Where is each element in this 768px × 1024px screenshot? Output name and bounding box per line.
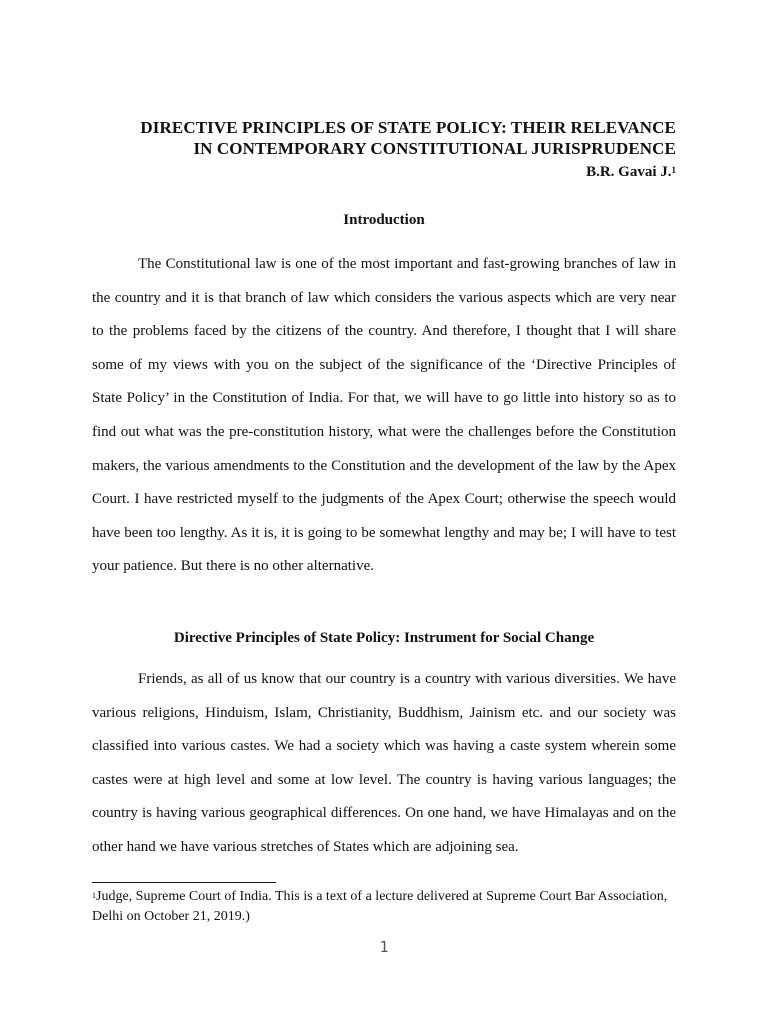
author-name: B.R. Gavai J. bbox=[586, 164, 672, 180]
footnote-divider bbox=[92, 882, 276, 883]
dpsp-paragraph: Friends, as all of us know that our country is a country with various diversities. We have various religions, Hinduism, Islam, Christianity, Buddhism, Jainism etc. and our society was classified into various castes. We had a society which was having a caste system wherein some castes were at high level and some at low level. The country is having various languages; the country is having various geographical differences. On one hand, we have Himalayas and on the other hand we have various stretches of States which are adjoining sea. bbox=[92, 671, 676, 855]
section-heading-dpsp: Directive Principles of State Policy: Instrument for Social Change bbox=[173, 630, 595, 646]
footnote bbox=[92, 887, 676, 927]
title-line-1: DIRECTIVE PRINCIPLES OF STATE POLICY: THEIR RELEVANCE bbox=[140, 118, 676, 137]
introduction-paragraph: The Constitutional law is one of the most important and fast-growing branches of law in the country and it is that branch of law which considers the various aspects which are very near to the problems faced by the citizens of the country. And therefore, I thought that I will share some of my views with you on the subject of the significance of the ‘Directive Principles of State Policy’ in the Constitution of India. For that, we will have to go little into history so as to find out what was the pre-constitution history, what were the challenges before the Constitution makers, the various amendments to the Constitution and the development of the law by the Apex Court. I have restricted myself to the judgments of the Apex Court; otherwise the speech would have been too lengthy. As it is, it is going to be somewhat lengthy and may be; I will have to test your patience. But there is no other alternative. bbox=[92, 256, 676, 575]
footnote-text: Judge, Supreme Court of India. This is a text of a lecture delivered at Supreme Court Bar Association, Delhi on October 21, 2019.) bbox=[92, 889, 668, 924]
document-title bbox=[92, 117, 676, 159]
author-line bbox=[586, 162, 676, 182]
page-number: 1 bbox=[379, 938, 389, 956]
section-heading-introduction: Introduction bbox=[343, 212, 425, 228]
author-footnote-mark: 1 bbox=[671, 165, 676, 175]
title-line-2: IN CONTEMPORARY CONSTITUTIONAL JURISPRUDENCE bbox=[193, 139, 676, 158]
footnote-mark: 1 bbox=[92, 891, 96, 900]
